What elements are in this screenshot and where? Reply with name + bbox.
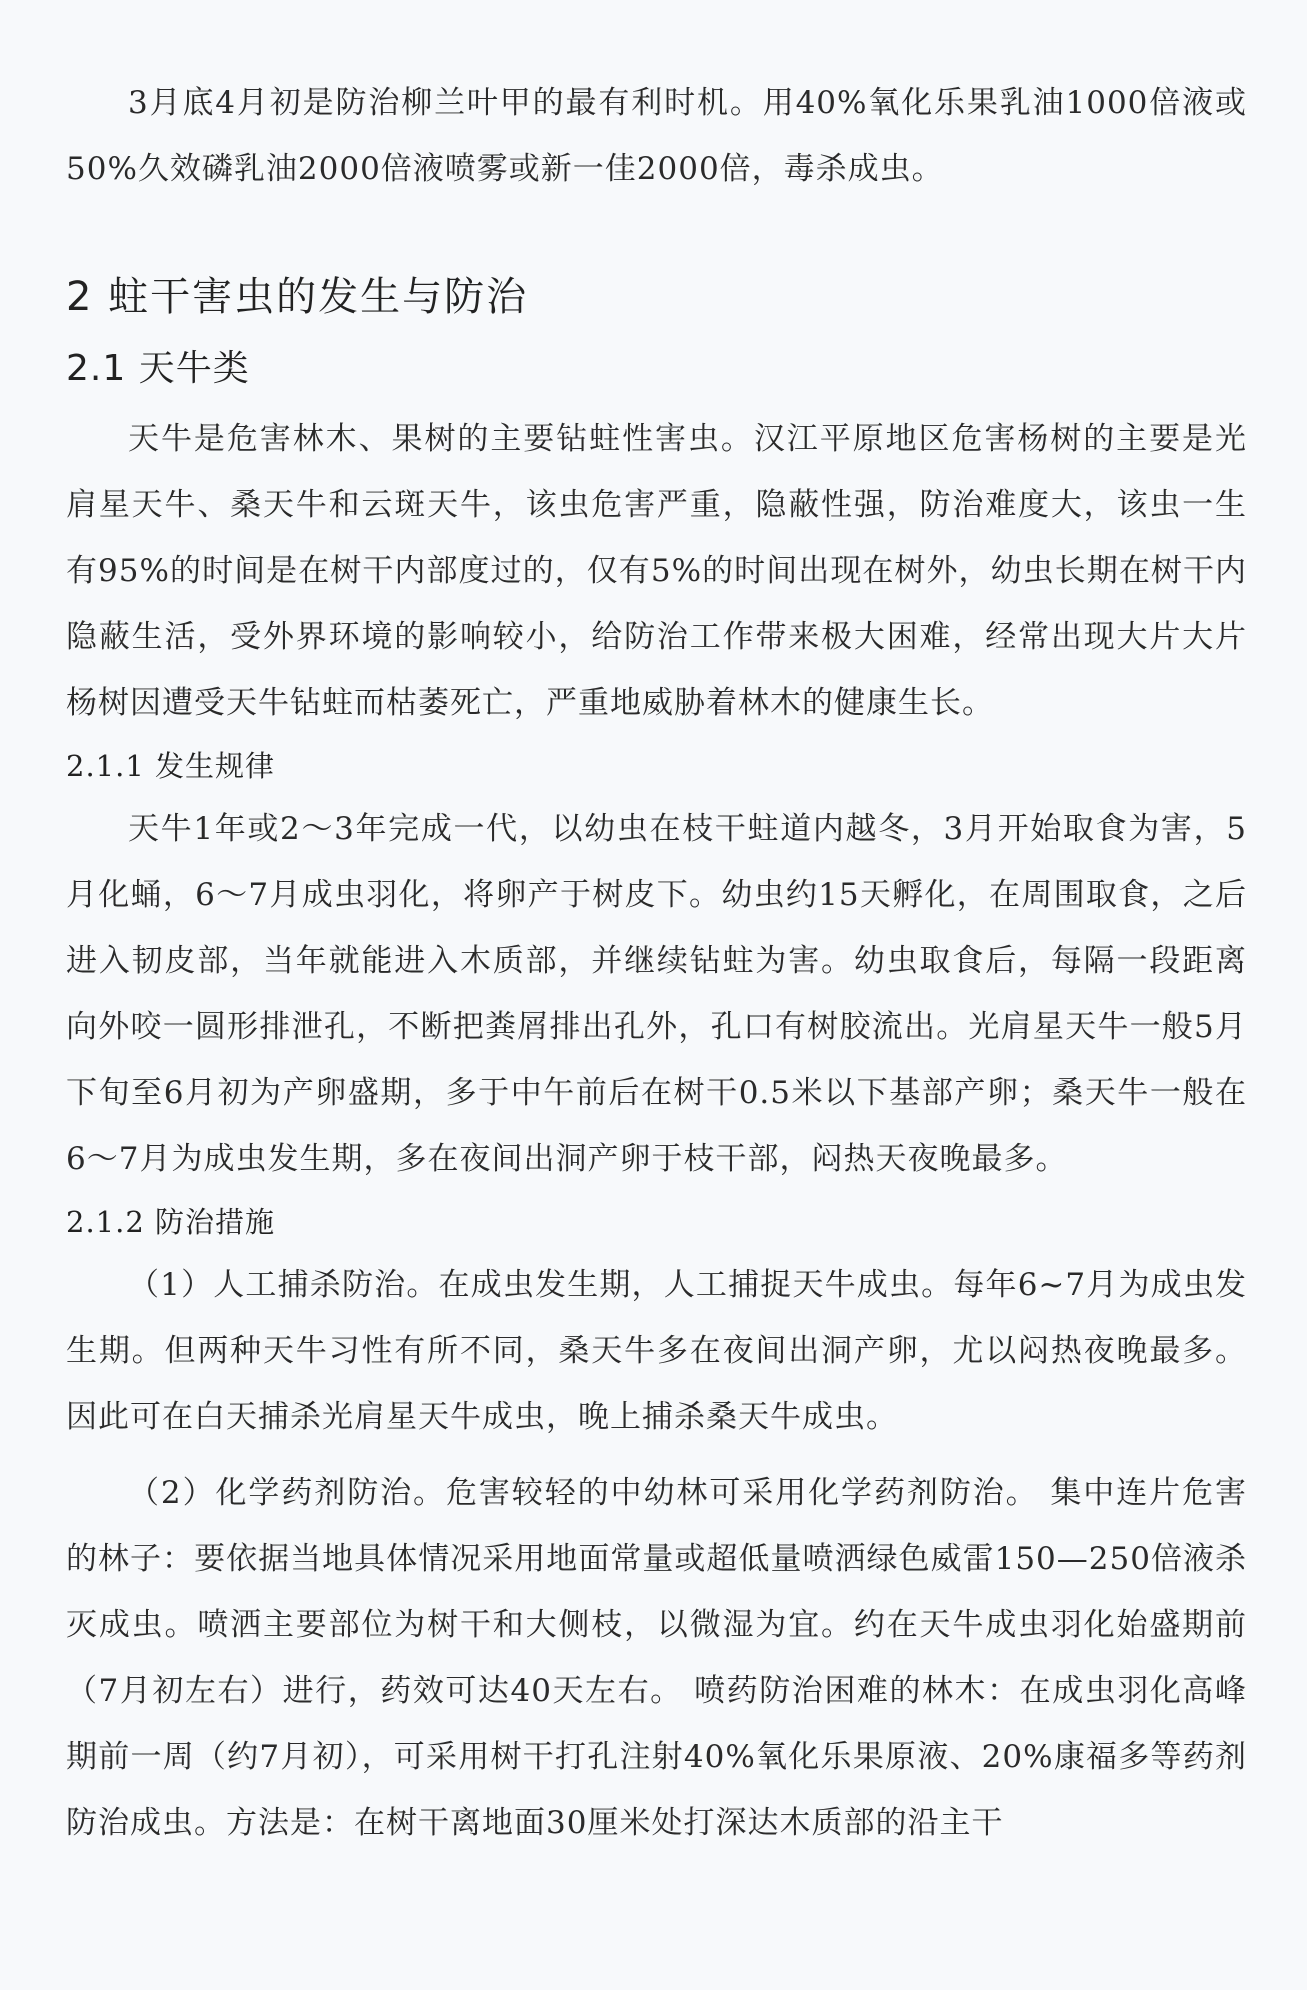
paragraph-chrysomelid-control: 3月底4月初是防治柳兰叶甲的最有利时机。用40%氧化乐果乳油1000倍液或50%久效磷乳油2000倍液喷雾或新一佳2000倍，毒杀成虫。 [66, 85, 1247, 187]
subsection-heading-2-1: 2.1 天牛类 [66, 348, 250, 389]
paragraph-chemical-control: （2）化学药剂防治。危害较轻的中幼林可采用化学药剂防治。 集中连片危害的林子：要依据当地具体情况采用地面常量或超低量喷洒绿色威雷150—250倍液杀灭成虫。喷洒主要部位为树干和大侧枝，以微湿为宜。约在天牛成虫羽化始盛期前（7月初左右）进行，药效可达40天左右。 喷药防治困难的林木：在成虫羽化高峰期前一周（约7月初），可采用树干打孔注射40%氧化乐果原液、20%康福多等药剂防治成虫。方法是：在树干离地面30厘米处打深达木质部的沿主干 [66, 1475, 1247, 1841]
spacer [66, 202, 1247, 262]
subsection-heading-2-1-2: 2.1.2 防治措施 [66, 1205, 276, 1239]
section-heading-2: 2 蛀干害虫的发生与防治 [66, 274, 529, 320]
paragraph-manual-capture: （1）人工捕杀防治。在成虫发生期，人工捕捉天牛成虫。每年6~7月为成虫发生期。但两种天牛习性有所不同，桑天牛多在夜间出洞产卵，尤以闷热夜晚最多。因此可在白天捕杀光肩星天牛成虫，晚上捕杀桑天牛成虫。 [66, 1267, 1247, 1435]
paragraph-occurrence-pattern: 天牛1年或2～3年完成一代，以幼虫在枝干蛀道内越冬，3月开始取食为害，5月化蛹，6～7月成虫羽化，将卵产于树皮下。幼虫约15天孵化，在周围取食，之后进入韧皮部，当年就能进入木质部，并继续钻蛀为害。幼虫取食后，每隔一段距离向外咬一圆形排泄孔，不断把粪屑排出孔外，孔口有树胶流出。光肩星天牛一般5月下旬至6月初为产卵盛期，多于中午前后在树干0.5米以下基部产卵；桑天牛一般在6～7月为成虫发生期，多在夜间出洞产卵于枝干部，闷热天夜晚最多。 [66, 811, 1247, 1177]
paragraph-longhorn-intro: 天牛是危害林木、果树的主要钻蛀性害虫。汉江平原地区危害杨树的主要是光肩星天牛、桑天牛和云斑天牛，该虫危害严重，隐蔽性强，防治难度大，该虫一生有95%的时间是在树干内部度过的，仅有5%的时间出现在树外，幼虫长期在树干内隐蔽生活，受外界环境的影响较小，给防治工作带来极大困难，经常出现大片大片杨树因遭受天牛钻蛀而枯萎死亡，严重地威胁着林木的健康生长。 [66, 421, 1247, 721]
subsection-heading-2-1-1: 2.1.1 发生规律 [66, 749, 276, 783]
spacer [66, 1450, 1247, 1460]
